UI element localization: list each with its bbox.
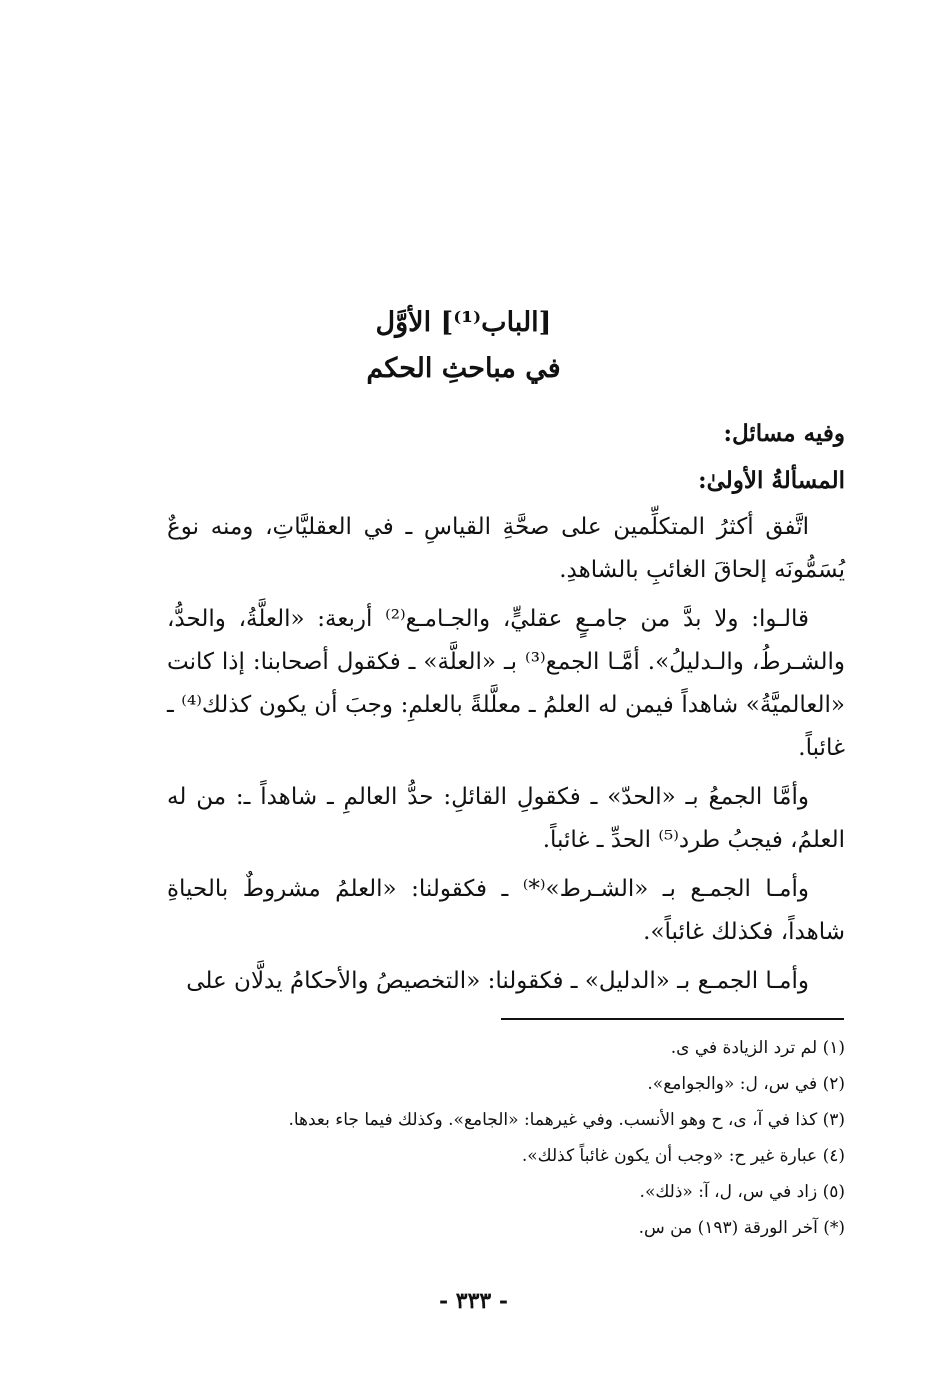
main-text — [167, 412, 845, 1009]
intro-line: وفيه مسائل: — [723, 420, 845, 447]
footnote: (٤) عبارة غير ح: «وجب أن يكون غائباً كذلك». — [521, 1146, 845, 1166]
footnote: (٢) في س، ل: «والجوامع». — [647, 1074, 845, 1094]
chapter-title: [الباب⁽¹⁾] الأوَّل — [375, 307, 552, 338]
issue-heading: المسألةُ الأولىٰ: — [698, 467, 845, 494]
footnote: (١) لم ترد الزيادة في ى. — [670, 1038, 845, 1058]
footnote: (*) آخر الورقة (١٩٣) من س. — [638, 1218, 845, 1238]
footnotes-list — [167, 1030, 845, 1246]
paragraph: قالـوا: ولا بدَّ من جامـعٍ عقليٍّ، والجـامـع⁽²⁾ أربعة: «العلَّةُ، والحدُّ، والشـرطُ، والـدليلُ». أمَّـا الجمع⁽³⁾ بـ «العلَّة» ـ فكقول أصحابنا: إذا كانت «العالميَّةُ» شاهداً فيمن له العلمُ ـ معلَّلةً بالعلمِ: وجبَ أن يكون كذلك⁽⁴⁾ ـ غائباً. — [167, 606, 845, 761]
footnote: (٥) زاد في س، ل، آ: «ذلك». — [639, 1182, 845, 1202]
paragraph: وأمَّا الجمعُ بـ «الحدّ» ـ فكقولِ القائلِ: حدُّ العالمِ ـ شاهداً ـ: من له العلمُ، فيجبُ طرد⁽⁵⁾ الحدِّ ـ غائباً. — [167, 784, 845, 853]
paragraph: اتَّفق أكثرُ المتكلِّمين على صحَّةِ القياسِ ـ في العقليَّاتِ، ومنه نوعٌ يُسَمُّونَه إلحاقَ الغائبِ بالشاهدِ. — [167, 514, 845, 583]
page-number: - ٣٣٣ - — [438, 1288, 509, 1314]
footnote: (٣) كذا في آ، ى، ح وهو الأنسب. وفي غيرهما: «الجامع». وكذلك فيما جاء بعدها. — [288, 1110, 845, 1130]
paragraph: وأمـا الجمـع بـ «الدليل» ـ فكقولنا: «التخصيصُ والأحكامُ يدلَّان على — [186, 968, 809, 994]
footnote-separator — [501, 1018, 844, 1020]
paragraph: وأمـا الجمـع بـ «الشـرط»⁽*⁾ ـ فكقولنا: «العلمُ مشروطٌ بالحياةِ شاهداً، فكذلك غائباً». — [167, 876, 845, 945]
chapter-subtitle: في مباحثِ الحكم — [366, 353, 561, 384]
chapter-heading — [0, 300, 947, 392]
